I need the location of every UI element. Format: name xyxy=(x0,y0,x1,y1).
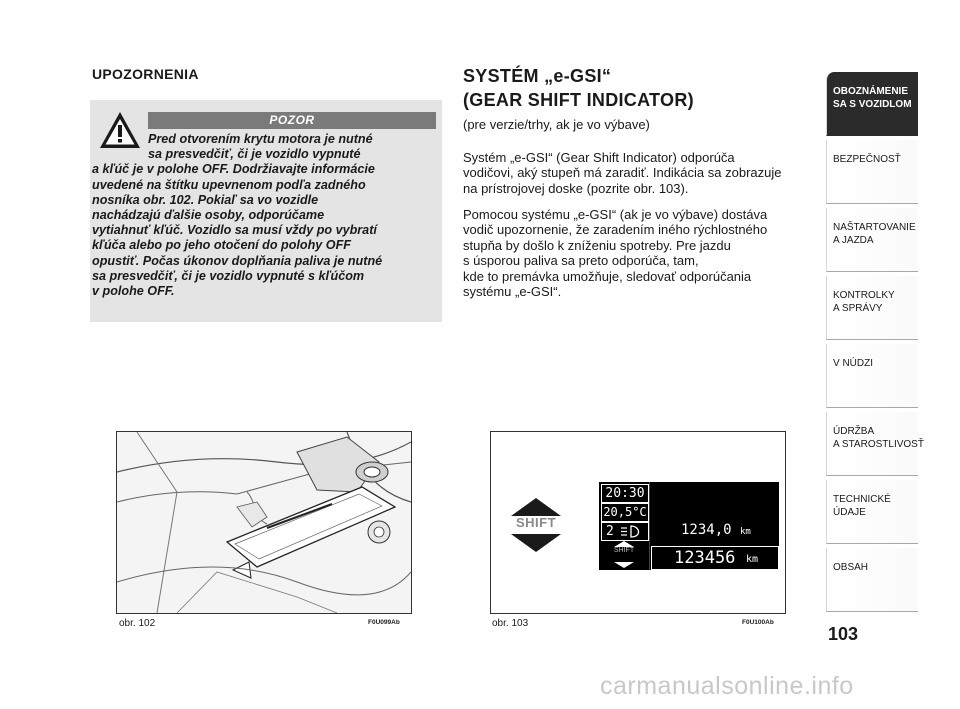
temperature-readout: 20,5°C xyxy=(601,503,649,522)
gear-box xyxy=(601,522,649,541)
paragraph-line: Systém „e-GSI“ (Gear Shift Indicator) odporúča xyxy=(463,150,735,165)
figure-103-label: obr. 103 xyxy=(492,618,529,629)
trip-readout xyxy=(681,522,751,538)
gear-readout: 2 xyxy=(606,524,614,539)
sidebar-item-label: OBOZNÁMENIE xyxy=(833,86,908,97)
engine-bay-illustration xyxy=(117,432,411,613)
warning-line: nosníka obr. 102. Pokiaľ sa vo vozidle xyxy=(92,192,319,207)
sidebar-item-maintenance[interactable] xyxy=(826,412,924,476)
warnings-title: UPOZORNENIA xyxy=(92,66,199,82)
sidebar-item-label: ÚDAJE xyxy=(833,506,866,518)
sidebar-item-starting-driving[interactable] xyxy=(826,208,918,272)
gsi-heading xyxy=(463,64,694,112)
paragraph-line: systému „e-GSI“. xyxy=(463,284,562,300)
paragraph-line: na prístrojovej doske (pozrite obr. 103). xyxy=(463,180,689,196)
sidebar-item-safety[interactable] xyxy=(826,140,918,204)
gsi-heading-line1: SYSTÉM „e-GSI“ xyxy=(463,66,612,86)
gsi-paragraph-1 xyxy=(463,150,808,196)
gsi-heading-line2: (GEAR SHIFT INDICATOR) xyxy=(463,90,694,110)
warning-label: POZOR xyxy=(148,112,436,129)
warning-line: vytiahnuť kľúč. Vozidlo sa musí vždy po vybratí xyxy=(92,223,377,238)
sidebar-item-contents[interactable] xyxy=(826,548,918,612)
watermark: carmanualsonline.info xyxy=(600,672,854,700)
sidebar-item-label: A STAROSTLIVOSŤ xyxy=(833,438,924,450)
odometer-unit: km xyxy=(746,554,759,565)
page-number: 103 xyxy=(828,624,859,644)
sidebar-item-label: V NÚDZI xyxy=(833,358,873,369)
paragraph-line: vodičovi, aký stupeň má zaradiť. Indikácia sa zobrazuje xyxy=(463,165,782,181)
warning-line: nachádzajú ďalšie osoby, odporúčame xyxy=(92,208,325,223)
sidebar-item-introduction[interactable] xyxy=(826,72,918,136)
warning-line: Pred otvorením krytu motora je nutné xyxy=(148,132,373,146)
warning-line: uvedené na štítku upevnenom podľa zadného xyxy=(92,177,366,192)
trip-unit: km xyxy=(740,527,751,537)
figure-102-label: obr. 102 xyxy=(119,618,156,629)
instrument-display xyxy=(599,482,779,570)
sidebar-item-emergency[interactable] xyxy=(826,344,918,408)
sidebar-item-label: BEZPEČNOSŤ xyxy=(833,154,901,165)
small-shift-arrows-icon xyxy=(613,541,635,568)
warning-line: sa presvedčiť, či je vozidlo vypnuté s kľúčom xyxy=(92,268,365,283)
sidebar-item-label: NAŠTARTOVANIE xyxy=(833,222,916,233)
paragraph-line: s úsporou paliva sa preto odporúča, tam, xyxy=(463,253,699,269)
figure-102 xyxy=(116,431,412,614)
trip-value: 1234,0 xyxy=(681,522,732,538)
sidebar-item-label: ÚDRŽBA xyxy=(833,426,875,437)
warning-line: sa presvedčiť, či je vozidlo vypnuté xyxy=(148,147,361,162)
gsi-subheading: (pre verzie/trhy, ak je vo výbave) xyxy=(463,117,650,132)
sidebar-item-label: KONTROLKY xyxy=(833,290,895,301)
warning-line: kľúča alebo po jeho otočení do polohy OFF xyxy=(92,238,351,253)
warning-text xyxy=(92,132,440,299)
sidebar-item-label: A SPRÁVY xyxy=(833,302,883,314)
paragraph-line: stupňa by došlo k zníženiu spotreby. Pre jazdu xyxy=(463,237,731,253)
sidebar-item-label: A JAZDA xyxy=(833,234,874,246)
figure-102-code: F0U099Ab xyxy=(368,619,400,626)
clock-readout: 20:30 xyxy=(601,484,649,503)
headlight-icon xyxy=(620,525,644,538)
shift-label: SHIFT xyxy=(515,515,557,530)
paragraph-line: Pomocou systému „e-GSI“ (ak je vo výbave) dostáva xyxy=(463,207,768,222)
sidebar-item-label: SA S VOZIDLOM xyxy=(833,98,912,110)
display-divider xyxy=(649,482,650,570)
sidebar-item-label: OBSAH xyxy=(833,562,869,573)
figure-103-code: F0U100Ab xyxy=(742,619,774,626)
sidebar-item-warning-lights[interactable] xyxy=(826,276,918,340)
warning-line: opustiť. Počas úkonov doplňania paliva je nutné xyxy=(92,253,383,268)
warning-line: a kľúč je v polohe OFF. Dodržiavajte informácie xyxy=(92,162,375,177)
small-shift-label: SHIFT xyxy=(613,547,635,554)
sidebar-item-technical-data[interactable] xyxy=(826,480,918,544)
paragraph-line: vodič upozornenie, že zaradením iného rýchlostného xyxy=(463,222,768,238)
sidebar-item-label: TECHNICKÉ xyxy=(833,494,891,505)
odometer-value: 123456 xyxy=(674,548,736,568)
odometer-box xyxy=(651,546,779,570)
warning-line: v polohe OFF. xyxy=(92,284,175,299)
figure-103 xyxy=(490,431,786,614)
paragraph-line: kde to premávka umožňuje, sledovať odporúčania xyxy=(463,268,752,284)
gsi-paragraph-2 xyxy=(463,207,808,299)
